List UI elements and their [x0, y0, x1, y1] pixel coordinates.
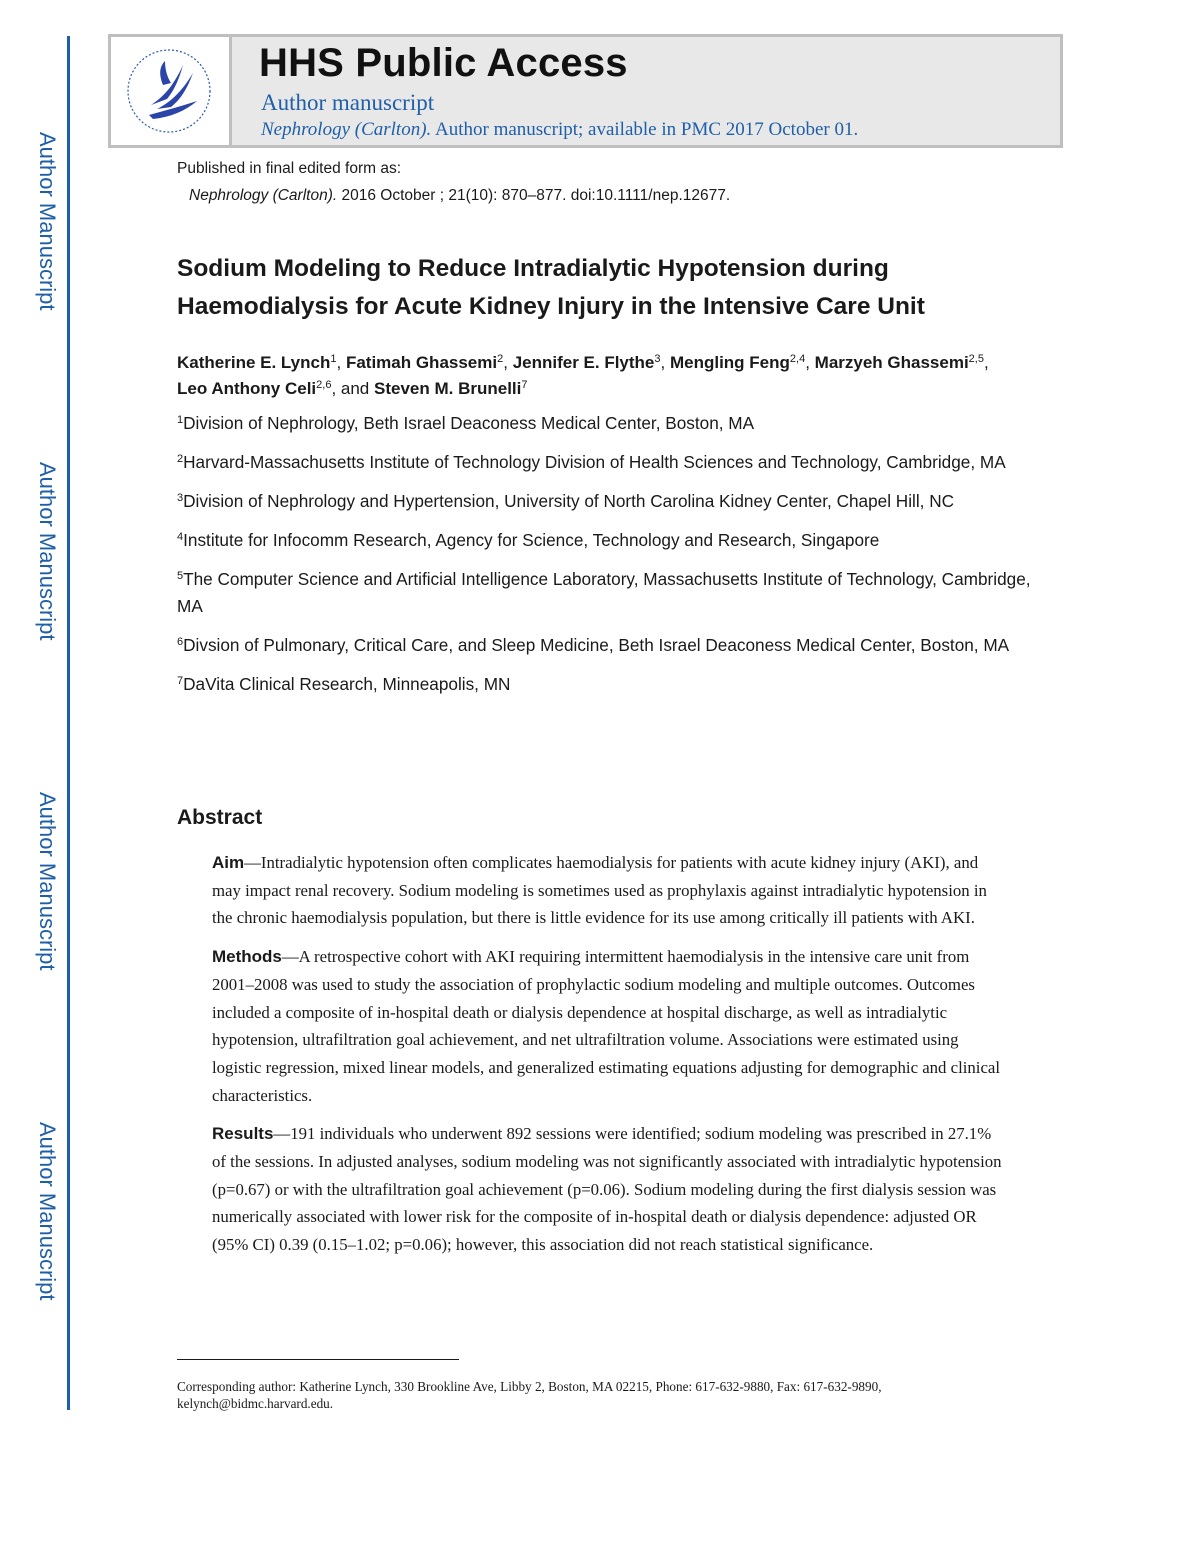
author-name: Leo Anthony Celi [177, 379, 317, 398]
publication-info [177, 155, 730, 209]
affiliation: $^5$The Computer Science and Artificial Intelligence Laboratory, Massachusetts Institute of Technology, Cambridge, MA [177, 569, 1031, 616]
banner-subtitle: Author manuscript [261, 90, 435, 115]
abstract-heading: Abstract [177, 806, 263, 829]
affiliation: $^7$DaVita Clinical Research, Minneapolis, MN [177, 674, 511, 694]
corresponding-author-footnote: Corresponding author: Katherine Lynch, 330 Brookline Ave, Libby 2, Boston, MA 02215, Phone: 617-632-9880, Fax: 617-632-9890, kelynch@bidmc.harvard.edu. [177, 1379, 882, 1411]
affiliation: $^3$Division of Nephrology and Hypertension, University of North Carolina Kidney Center, Chapel Hill, NC [177, 491, 955, 511]
author-list: Katherine E. Lynch$^1$, Fatimah Ghassemi$^2$, Jennifer E. Flythe$^3$, Mengling Feng$^{2,4}$, Marzyeh Ghassemi$^{2,5}$, Leo Anthony Celi$^{2,6}$, and Steven M. Brunelli$^7$ [177, 353, 989, 398]
author-name: Katherine E. Lynch [177, 353, 331, 372]
affiliation: $^4$Institute for Infocomm Research, Agency for Science, Technology and Research, Singapore [177, 530, 880, 550]
affiliation: $^2$Harvard-Massachusetts Institute of Technology Division of Health Sciences and Technology, Cambridge, MA [177, 452, 1006, 472]
author-name: Jennifer E. Flythe [512, 353, 655, 372]
abstract-aim: Aim—Intradialytic hypotension often complicates haemodialysis for patients with acute kidney injury (AKI), and may impact renal recovery. Sodium modeling is sometimes used as prophylaxis against intradialytic hypotension in the chronic haemodialysis population, but there is little evidence for its use among critically ill patients with AKI. [212, 853, 987, 928]
citation: Nephrology (Carlton). 2016 October ; 21(10): 870–877. doi:10.1111/nep.12677. [189, 187, 731, 204]
author-name: Mengling Feng [669, 353, 790, 372]
affiliation: $^6$Divsion of Pulmonary, Critical Care, and Sleep Medicine, Beth Israel Deaconess Medical Center, Boston, MA [177, 635, 1010, 655]
hhs-banner [108, 34, 1063, 148]
abstract-methods: Methods—A retrospective cohort with AKI requiring intermittent haemodialysis in the intensive care unit from 2001–2008 was used to study the association of prophylactic sodium modeling and multiple outcomes. Outcomes included a composite of in-hospital death or dialysis dependence at hospital discharge, as well as intradialytic hypotension, ultrafiltration goal achievement, and net ultrafiltration volume. Associations were estimated using logistic regression, mixed linear models, and generalized estimating equations adjusting for demographic and clinical characteristics. [212, 947, 1001, 1105]
abstract-results: Results—191 individuals who underwent 892 sessions were identified; sodium modeling was prescribed in 27.1% of the sessions. In adjusted analyses, sodium modeling was not significantly associated with intradialytic hypotension (p=0.67) or with the ultrafiltration goal achievement (p=0.06). Sodium modeling during the first dialysis session was numerically associated with lower risk for the composite of in-hospital death or dialysis dependence: adjusted OR (95% CI) 0.39 (0.15–1.02; p=0.06); however, this association did not reach statistical significance. [212, 1124, 1002, 1255]
author-name: Fatimah Ghassemi [345, 353, 498, 372]
abstract-body [212, 849, 1002, 1270]
affiliation: $^1$Division of Nephrology, Beth Israel Deaconess Medical Center, Boston, MA [177, 413, 755, 433]
author-name: Steven M. Brunelli [374, 379, 522, 398]
banner-title: HHS Public Access [259, 41, 628, 85]
banner-journal-line: Nephrology (Carlton). Author manuscript; available in PMC 2017 October 01. [261, 119, 859, 140]
published-label: Published in final edited form as: [177, 160, 402, 177]
hhs-logo-icon [111, 37, 232, 145]
author-name: Marzyeh Ghassemi [814, 353, 969, 372]
paper-title: Sodium Modeling to Reduce Intradialytic Hypotension during Haemodialysis for Acute Kidney Injury in the Intensive Care Unit [177, 255, 925, 320]
side-rule [67, 36, 70, 1410]
affiliations [177, 410, 1032, 710]
footnote-divider [177, 1359, 459, 1360]
